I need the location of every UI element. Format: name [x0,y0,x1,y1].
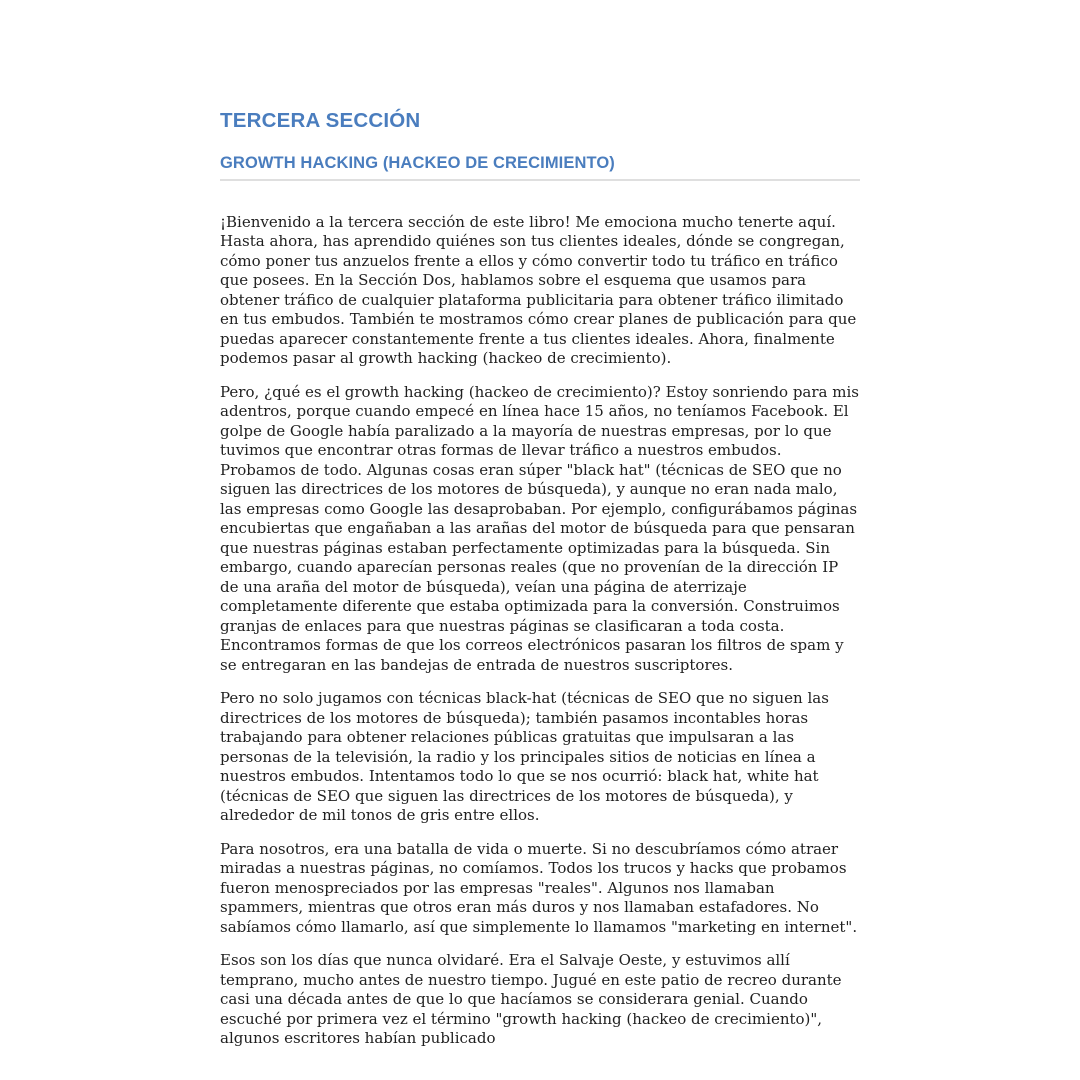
body-text [220,213,860,1049]
section-heading: TERCERA SECCIÓN [220,109,421,132]
paragraph-wild-west: Esos son los días que nunca olvidaré. Era el Salvaje Oeste, y estuvimos allí temprano, mucho antes de nuestro tiempo. Jugué en este patio de recreo durante casi una década antes de que lo que hacíamos se considerara genial. Cuando escuché por primera vez el término "growth hacking (hackeo de crecimiento)", algunos escritores habían publicado [220,951,842,1048]
chapter-heading: GROWTH HACKING (HACKEO DE CRECIMIENTO) [220,153,615,172]
paragraph-what-is-growth-hacking: Pero, ¿qué es el growth hacking (hackeo de crecimiento)? Estoy sonriendo para mis adentros, porque cuando empecé en línea hace 15 años, no teníamos Facebook. El golpe de Google había paralizado a la mayoría de nuestras empresas, por lo que tuvimos que encontrar otras formas de llevar tráfico a nuestros embudos. Probamos de todo. Algunas cosas eran súper "black hat" (técnicas de SEO que no siguen las directrices de los motores de búsqueda), y aunque no eran nada malo, las empresas como Google las desaprobaban. Por ejemplo, configurábamos páginas encubiertas que engañaban a las arañas del motor de búsqueda para que pensaran que nuestras páginas estaban perfectamente optimizadas para la búsqueda. Sin embargo, cuando aparecían personas reales (que no provenían de la dirección IP de una araña del motor de búsqueda), veían una página de aterrizaje completamente diferente que estaba optimizada para la conversión. Construimos granjas de enlaces para que nuestras páginas se clasificaran a toda costa. Encontramos formas de que los correos electrónicos pasaran los filtros de spam y se entregaran en las bandejas de entrada de nuestros suscriptores. [220,382,859,674]
paragraph-life-or-death: Para nosotros, era una batalla de vida o muerte. Si no descubríamos cómo atraer miradas a nuestras páginas, no comíamos. Todos los trucos y hacks que probamos fueron menospreciados por las empresas "reales". Algunos nos llamaban spammers, mientras que otros eran más duros y nos llamaban estafadores. No sabíamos cómo llamarlo, así que simplemente lo llamamos "marketing en internet". [220,839,858,936]
document-page [220,0,860,1049]
paragraph-welcome: ¡Bienvenido a la tercera sección de este libro! Me emociona mucho tenerte aquí. Hasta ahora, has aprendido quiénes son tus clientes ideales, dónde se congregan, cómo poner tus anzuelos frente a ellos y cómo convertir todo tu tráfico en tráfico que posees. En la Sección Dos, hablamos sobre el esquema que usamos para obtener tráfico de cualquier plataforma publicitaria para obtener tráfico ilimitado en tus embudos. También te mostramos cómo crear planes de publicación para que puedas aparecer constantemente frente a tus clientes ideales. Ahora, finalmente podemos pasar al growth hacking (hackeo de crecimiento). [220,212,857,368]
heading-divider [220,179,860,181]
paragraph-black-hat-white-hat: Pero no solo jugamos con técnicas black-hat (técnicas de SEO que no siguen las directrices de los motores de búsqueda); también pasamos incontables horas trabajando para obtener relaciones públicas gratuitas que impulsaran a las personas de la televisión, la radio y los principales sitios de noticias en línea a nuestros embudos. Intentamos todo lo que se nos ocurrió: black hat, white hat (técnicas de SEO que siguen las directrices de los motores de búsqueda), y alrededor de mil tonos de gris entre ellos. [220,689,829,825]
